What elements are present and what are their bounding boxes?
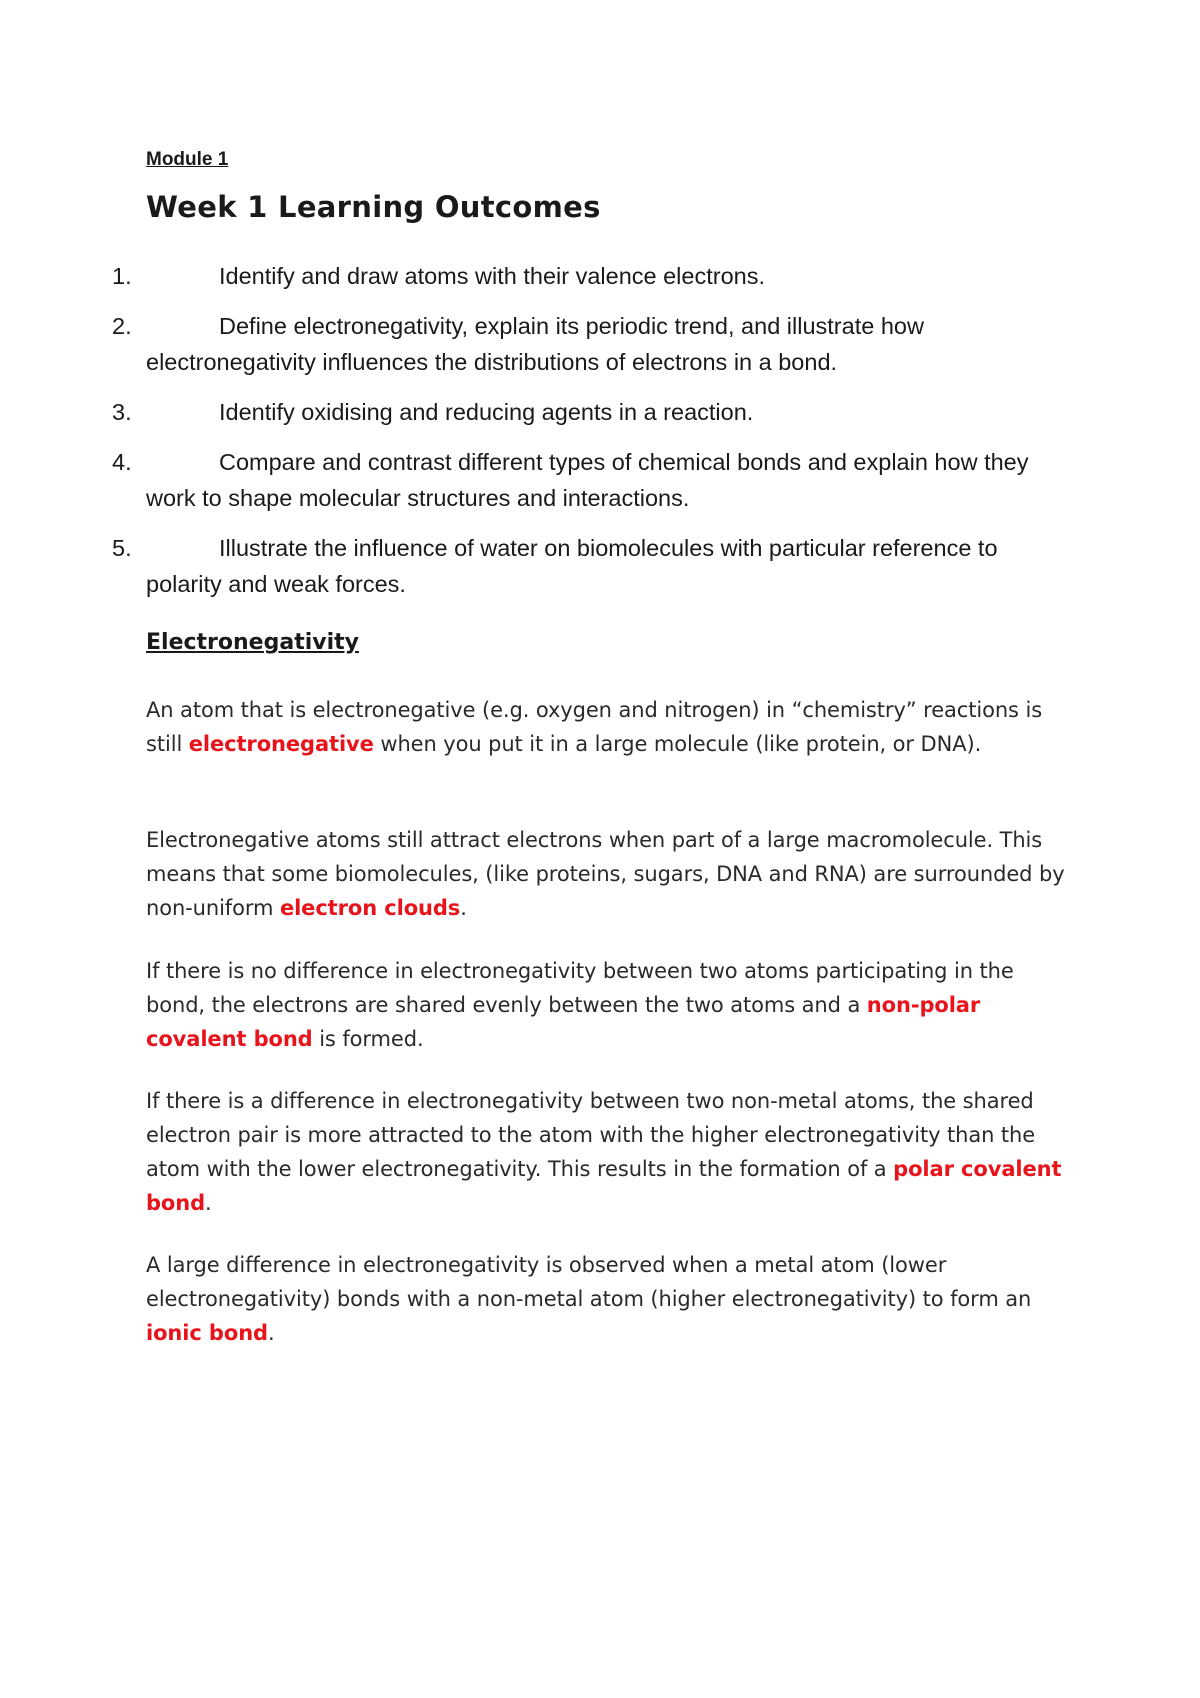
outcome-item	[112, 394, 1072, 430]
paragraph-text: Electronegative atoms still attract electrons when part of a large macromolecule. This means that some biomolecules, (like proteins, sugars, DNA and RNA) are surrounded by non-uniform	[146, 828, 1065, 920]
outcome-text: Identify and draw atoms with their valence electrons.	[219, 263, 765, 289]
paragraph-ionic-bond	[146, 1248, 1076, 1350]
outcome-number: 2.	[112, 313, 132, 339]
outcome-item	[112, 444, 1072, 516]
week-title-heading: Week 1 Learning Outcomes	[146, 190, 601, 224]
paragraph-text: .	[205, 1191, 212, 1215]
highlighted-term: electronegative	[188, 732, 374, 756]
outcome-number: 4.	[112, 449, 132, 475]
learning-outcomes-list	[112, 258, 1072, 616]
outcome-number: 5.	[112, 535, 132, 561]
paragraph-text: is formed.	[312, 1027, 424, 1051]
paragraph-text: If there is no difference in electronegativity between two atoms participating in the bond, the electrons are shared evenly between the two atoms and a	[146, 959, 1014, 1017]
highlighted-term: polar covalent bond	[146, 1157, 1062, 1215]
outcome-item	[112, 530, 1072, 602]
outcome-text: Compare and contrast different types of chemical bonds and explain how they work to shape molecular structures and interactions.	[146, 449, 1029, 511]
paragraph-text: .	[460, 896, 467, 920]
paragraph-electronegative-atoms	[146, 693, 1076, 761]
outcome-item	[112, 308, 1072, 380]
paragraph-text: A large difference in electronegativity is observed when a metal atom (lower electronegativity) bonds with a non-metal atom (higher electronegativity) to form an	[146, 1253, 1032, 1311]
module-label: Module 1	[146, 149, 229, 170]
highlighted-term: electron clouds	[279, 896, 461, 920]
paragraph-text: An atom that is electronegative (e.g. oxygen and nitrogen) in “chemistry” reactions is still	[146, 698, 1043, 756]
outcome-item	[112, 258, 1072, 294]
outcome-text: Identify oxidising and reducing agents in a reaction.	[219, 399, 754, 425]
highlighted-term: non-polar covalent bond	[146, 993, 981, 1051]
outcome-text: Define electronegativity, explain its periodic trend, and illustrate how electronegativity influences the distributions of electrons in a bond.	[146, 313, 924, 375]
paragraph-text: .	[267, 1321, 275, 1345]
paragraph-polar-bond	[146, 1084, 1076, 1220]
paragraph-text: when you put it in a large molecule (like protein, or DNA).	[373, 732, 982, 756]
outcome-number: 1.	[112, 263, 132, 289]
outcome-text: Illustrate the influence of water on biomolecules with particular reference to polarity and weak forces.	[146, 535, 998, 597]
paragraph-text: If there is a difference in electronegativity between two non-metal atoms, the shared electron pair is more attracted to the atom with the higher electronegativity than the atom with the lower electronegativity. This results in the formation of a	[146, 1089, 1036, 1181]
highlighted-term: ionic bond	[146, 1321, 268, 1345]
outcome-number: 3.	[112, 399, 132, 425]
electronegativity-heading: Electronegativity	[146, 630, 359, 655]
paragraph-non-polar-bond	[146, 954, 1076, 1056]
paragraph-electron-clouds	[146, 823, 1076, 925]
